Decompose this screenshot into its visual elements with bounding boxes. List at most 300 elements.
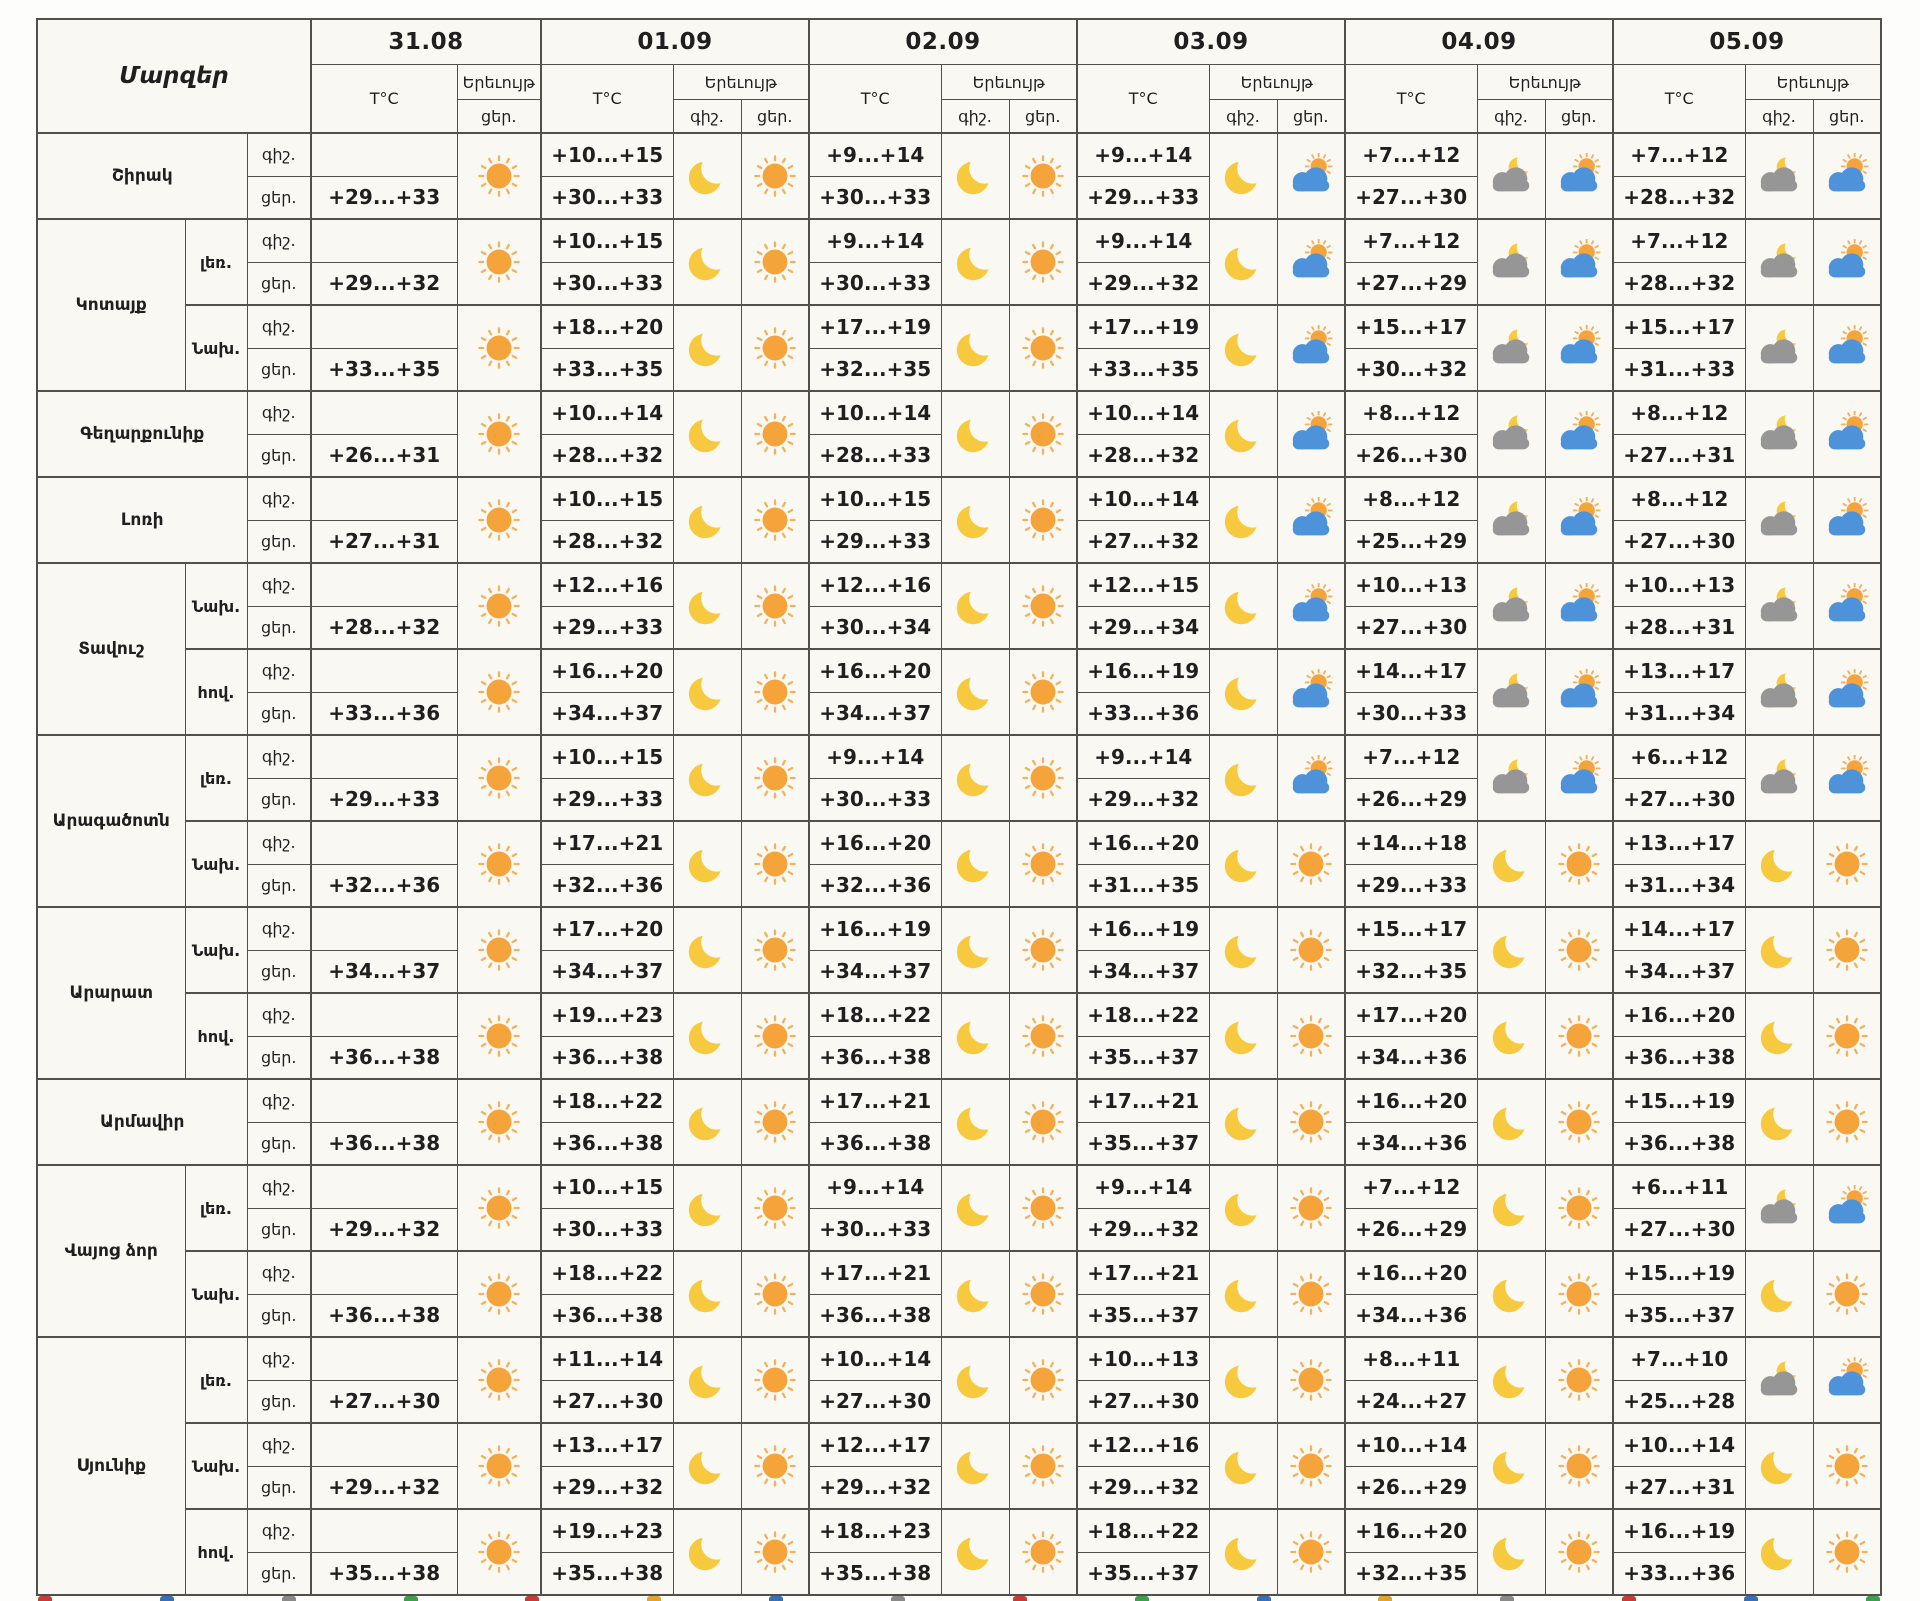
night-icon-cell: [673, 219, 741, 305]
day-subheader: ցեր.: [1813, 100, 1881, 134]
night-temp-cell: +8...+12: [1613, 477, 1745, 520]
night-temp-cell: +10...+14: [809, 391, 941, 434]
moon-icon: [1756, 1013, 1802, 1059]
night-temp-cell: +10...+15: [541, 477, 673, 520]
forecast-row: [37, 1509, 1881, 1552]
moon-behind-cloud-icon: [1484, 669, 1538, 715]
day-label: ցեր.: [247, 434, 311, 477]
forecast-row: [37, 1079, 1881, 1122]
night-temp-cell: +8...+12: [1613, 391, 1745, 434]
night-label: գիշ.: [247, 477, 311, 520]
moon-icon: [684, 1099, 730, 1145]
day-temp-cell: +30...+33: [809, 1208, 941, 1251]
day-icon-cell: [1009, 649, 1077, 735]
date-header: 05.09: [1613, 19, 1881, 65]
night-temp-cell: +10...+15: [541, 735, 673, 778]
day-temp-cell: +29...+33: [809, 520, 941, 563]
moon-icon: [1220, 239, 1266, 285]
weather-icon-cell: [457, 563, 541, 649]
moon-icon: [1756, 1529, 1802, 1575]
sun-icon: [476, 583, 522, 629]
night-temp-cell: +6...+12: [1613, 735, 1745, 778]
day-temp-cell: +25...+28: [1613, 1380, 1745, 1423]
day-label: ցեր.: [247, 1208, 311, 1251]
day-temp-cell: +32...+36: [311, 864, 457, 907]
day-temp-cell: +29...+32: [1077, 1466, 1209, 1509]
night-temp-cell: +13...+17: [1613, 649, 1745, 692]
sun-icon: [752, 1529, 798, 1575]
day-temp-cell: +33...+35: [541, 348, 673, 391]
day-icon-cell: [1813, 735, 1881, 821]
day-label: ցեր.: [247, 1466, 311, 1509]
night-temp-cell: +15...+17: [1345, 305, 1477, 348]
night-label: գիշ.: [247, 133, 311, 176]
forecast-row: [37, 391, 1881, 434]
sun-icon: [1824, 1443, 1870, 1489]
sun-icon: [476, 1099, 522, 1145]
night-temp-cell: +17...+19: [1077, 305, 1209, 348]
sun-icon: [752, 1099, 798, 1145]
night-temp-cell: +9...+14: [1077, 133, 1209, 176]
day-label: ցեր.: [247, 778, 311, 821]
night-label: գիշ.: [247, 1165, 311, 1208]
night-label: գիշ.: [247, 563, 311, 606]
night-icon-cell: [941, 133, 1009, 219]
moon-icon: [1488, 1271, 1534, 1317]
day-temp-cell: +27...+31: [1613, 1466, 1745, 1509]
forecast-row: [37, 563, 1881, 606]
day-icon-cell: [1545, 1509, 1613, 1595]
night-temp-cell: +8...+12: [1345, 477, 1477, 520]
day-temp-cell: +25...+29: [1345, 520, 1477, 563]
phenomenon-header: Երեւույթ: [1209, 65, 1345, 100]
moon-icon: [1220, 1529, 1266, 1575]
sun-behind-cloud-icon: [1820, 669, 1874, 715]
day-temp-cell: +29...+33: [311, 778, 457, 821]
area-label: Նախ.: [185, 907, 247, 993]
cropped-icon-fragment: [404, 1596, 418, 1601]
day-icon-cell: [1813, 1423, 1881, 1509]
day-temp-cell: +30...+34: [809, 606, 941, 649]
sun-icon: [1020, 239, 1066, 285]
night-icon-cell: [1209, 735, 1277, 821]
day-temp-cell: +29...+32: [541, 1466, 673, 1509]
region-name: Արմավիր: [37, 1079, 247, 1165]
day-icon-cell: [1277, 1079, 1345, 1165]
night-icon-cell: [1477, 1079, 1545, 1165]
night-temp-cell: +9...+14: [809, 219, 941, 262]
moon-icon: [1488, 1357, 1534, 1403]
sun-icon: [476, 1357, 522, 1403]
forecast-row: [37, 821, 1881, 864]
day-icon-cell: [741, 563, 809, 649]
date-header: 03.09: [1077, 19, 1345, 65]
cropped-next-row-strip: [38, 1595, 1880, 1601]
sun-icon: [752, 583, 798, 629]
forecast-row: [37, 735, 1881, 778]
day-temp-cell: +30...+33: [809, 176, 941, 219]
night-icon-cell: [941, 305, 1009, 391]
day-temp-cell: +34...+37: [809, 950, 941, 993]
day-label: ցեր.: [247, 1036, 311, 1079]
moon-icon: [684, 411, 730, 457]
sun-behind-cloud-icon: [1284, 239, 1338, 285]
day-subheader: ցեր.: [457, 100, 541, 134]
night-temp-cell: [311, 1079, 457, 1122]
area-label: Նախ.: [185, 305, 247, 391]
day-temp-cell: +35...+38: [809, 1552, 941, 1595]
day-label: ցեր.: [247, 520, 311, 563]
day-icon-cell: [1009, 1337, 1077, 1423]
night-temp-cell: +16...+20: [1345, 1251, 1477, 1294]
night-temp-cell: +9...+14: [1077, 735, 1209, 778]
moon-icon: [1488, 927, 1534, 973]
night-temp-cell: +7...+12: [1345, 1165, 1477, 1208]
night-icon-cell: [673, 735, 741, 821]
night-icon-cell: [1745, 1079, 1813, 1165]
night-temp-cell: +12...+16: [541, 563, 673, 606]
forecast-row: [37, 993, 1881, 1036]
day-icon-cell: [1545, 305, 1613, 391]
forecast-row: [37, 305, 1881, 348]
day-temp-cell: +34...+37: [311, 950, 457, 993]
moon-icon: [952, 1357, 998, 1403]
day-icon-cell: [1009, 907, 1077, 993]
region-name: Սյունիք: [37, 1337, 185, 1595]
day-icon-cell: [1545, 1423, 1613, 1509]
night-temp-cell: +16...+20: [1345, 1509, 1477, 1552]
day-temp-cell: +36...+38: [541, 1036, 673, 1079]
night-icon-cell: [1209, 391, 1277, 477]
night-icon-cell: [1477, 563, 1545, 649]
day-temp-cell: +30...+33: [541, 262, 673, 305]
night-icon-cell: [1477, 219, 1545, 305]
night-icon-cell: [941, 907, 1009, 993]
sun-icon: [752, 1185, 798, 1231]
sun-icon: [476, 1443, 522, 1489]
night-temp-cell: [311, 219, 457, 262]
cropped-icon-fragment: [1013, 1596, 1027, 1601]
day-temp-cell: +29...+33: [1077, 176, 1209, 219]
night-temp-cell: +13...+17: [541, 1423, 673, 1466]
day-icon-cell: [1277, 993, 1345, 1079]
day-temp-cell: +27...+30: [1613, 520, 1745, 563]
moon-icon: [952, 583, 998, 629]
moon-icon: [1488, 1185, 1534, 1231]
moon-icon: [684, 927, 730, 973]
moon-icon: [1488, 841, 1534, 887]
night-label: գիշ.: [247, 821, 311, 864]
sun-icon: [476, 927, 522, 973]
moon-behind-cloud-icon: [1484, 239, 1538, 285]
sun-icon: [752, 1443, 798, 1489]
phenomenon-header: Երեւույթ: [941, 65, 1077, 100]
night-icon-cell: [941, 1423, 1009, 1509]
sun-icon: [1556, 1529, 1602, 1575]
day-icon-cell: [741, 1079, 809, 1165]
regions-corner-header: Մարզեր: [37, 19, 311, 133]
day-icon-cell: [1009, 305, 1077, 391]
night-icon-cell: [1209, 993, 1277, 1079]
day-temp-cell: +33...+36: [1077, 692, 1209, 735]
day-icon-cell: [1277, 1251, 1345, 1337]
day-label: ցեր.: [247, 262, 311, 305]
sun-icon: [1824, 1271, 1870, 1317]
cropped-icon-fragment: [891, 1596, 905, 1601]
sun-icon: [752, 325, 798, 371]
moon-icon: [1220, 841, 1266, 887]
day-temp-cell: +26...+31: [311, 434, 457, 477]
day-temp-cell: +32...+36: [809, 864, 941, 907]
day-icon-cell: [1277, 649, 1345, 735]
night-temp-cell: +10...+15: [809, 477, 941, 520]
night-temp-cell: +10...+14: [1077, 477, 1209, 520]
day-temp-cell: +35...+37: [1077, 1294, 1209, 1337]
sun-behind-cloud-icon: [1552, 497, 1606, 543]
night-icon-cell: [673, 993, 741, 1079]
sun-behind-cloud-icon: [1552, 669, 1606, 715]
day-temp-cell: +30...+32: [1345, 348, 1477, 391]
sun-icon: [1556, 1271, 1602, 1317]
sun-behind-cloud-icon: [1284, 669, 1338, 715]
night-label: գիշ.: [247, 907, 311, 950]
day-label: ցեր.: [247, 348, 311, 391]
sun-icon: [1288, 1185, 1334, 1231]
night-icon-cell: [941, 1079, 1009, 1165]
night-temp-cell: +17...+21: [809, 1251, 941, 1294]
sun-behind-cloud-icon: [1552, 583, 1606, 629]
moon-icon: [952, 1271, 998, 1317]
day-icon-cell: [741, 907, 809, 993]
day-icon-cell: [741, 219, 809, 305]
night-icon-cell: [941, 219, 1009, 305]
weather-icon-cell: [457, 649, 541, 735]
moon-behind-cloud-icon: [1752, 755, 1806, 801]
day-temp-cell: +32...+36: [541, 864, 673, 907]
night-label: գիշ.: [247, 305, 311, 348]
sun-icon: [476, 1529, 522, 1575]
night-temp-cell: +9...+14: [1077, 219, 1209, 262]
moon-behind-cloud-icon: [1752, 583, 1806, 629]
night-temp-cell: [311, 391, 457, 434]
moon-icon: [1220, 497, 1266, 543]
sun-icon: [1288, 841, 1334, 887]
day-temp-cell: +35...+38: [541, 1552, 673, 1595]
night-icon-cell: [1745, 305, 1813, 391]
moon-icon: [952, 1529, 998, 1575]
cropped-icon-fragment: [1135, 1596, 1149, 1601]
night-icon-cell: [673, 305, 741, 391]
night-icon-cell: [1209, 477, 1277, 563]
day-temp-cell: +29...+32: [311, 1466, 457, 1509]
sun-behind-cloud-icon: [1820, 1185, 1874, 1231]
day-temp-cell: +27...+31: [1613, 434, 1745, 477]
day-icon-cell: [1813, 1079, 1881, 1165]
sun-icon: [752, 497, 798, 543]
moon-icon: [684, 841, 730, 887]
night-temp-cell: +18...+23: [809, 1509, 941, 1552]
cropped-icon-fragment: [1866, 1596, 1880, 1601]
day-temp-cell: +28...+32: [1077, 434, 1209, 477]
day-temp-cell: +26...+30: [1345, 434, 1477, 477]
weather-icon-cell: [457, 219, 541, 305]
sun-icon: [1288, 1099, 1334, 1145]
day-icon-cell: [1545, 907, 1613, 993]
day-temp-cell: +36...+38: [311, 1036, 457, 1079]
moon-icon: [952, 411, 998, 457]
sun-icon: [1020, 1185, 1066, 1231]
sun-icon: [1020, 669, 1066, 715]
sun-icon: [1020, 1099, 1066, 1145]
sun-icon: [752, 755, 798, 801]
cropped-icon-fragment: [647, 1596, 661, 1601]
night-icon-cell: [941, 1509, 1009, 1595]
day-icon-cell: [1813, 1165, 1881, 1251]
temperature-header: T°C: [541, 65, 673, 134]
moon-icon: [952, 669, 998, 715]
night-subheader: գիշ.: [1477, 100, 1545, 134]
sun-icon: [1020, 755, 1066, 801]
day-icon-cell: [1277, 1509, 1345, 1595]
day-temp-cell: +36...+38: [541, 1294, 673, 1337]
day-icon-cell: [1545, 1165, 1613, 1251]
day-temp-cell: +35...+37: [1077, 1122, 1209, 1165]
day-temp-cell: +27...+30: [1345, 606, 1477, 649]
night-icon-cell: [673, 1509, 741, 1595]
day-temp-cell: +36...+38: [1613, 1122, 1745, 1165]
night-temp-cell: +19...+23: [541, 993, 673, 1036]
night-icon-cell: [1209, 133, 1277, 219]
sun-icon: [1288, 1443, 1334, 1489]
night-temp-cell: +12...+17: [809, 1423, 941, 1466]
day-icon-cell: [741, 735, 809, 821]
sun-icon: [1288, 1271, 1334, 1317]
weather-icon-cell: [457, 993, 541, 1079]
night-icon-cell: [1209, 563, 1277, 649]
day-icon-cell: [1545, 1251, 1613, 1337]
sun-icon: [1020, 1357, 1066, 1403]
cropped-icon-fragment: [1622, 1596, 1636, 1601]
night-temp-cell: [311, 821, 457, 864]
temperature-header: T°C: [1077, 65, 1209, 134]
night-temp-cell: +16...+20: [1345, 1079, 1477, 1122]
day-temp-cell: +28...+32: [1613, 262, 1745, 305]
night-icon-cell: [1477, 735, 1545, 821]
day-label: ցեր.: [247, 176, 311, 219]
night-temp-cell: [311, 1509, 457, 1552]
night-temp-cell: +18...+22: [1077, 1509, 1209, 1552]
weather-icon-cell: [457, 1509, 541, 1595]
day-icon-cell: [1545, 563, 1613, 649]
sun-icon: [752, 927, 798, 973]
day-temp-cell: +33...+36: [1613, 1552, 1745, 1595]
night-icon-cell: [1745, 735, 1813, 821]
moon-icon: [1220, 927, 1266, 973]
day-temp-cell: +27...+30: [809, 1380, 941, 1423]
forecast-row: [37, 219, 1881, 262]
night-temp-cell: +9...+14: [809, 1165, 941, 1208]
night-temp-cell: [311, 305, 457, 348]
region-name: Տավուշ: [37, 563, 185, 735]
night-icon-cell: [673, 821, 741, 907]
region-name: Շիրակ: [37, 133, 247, 219]
moon-icon: [684, 1013, 730, 1059]
night-icon-cell: [941, 735, 1009, 821]
day-temp-cell: +33...+35: [311, 348, 457, 391]
day-temp-cell: +28...+31: [1613, 606, 1745, 649]
night-temp-cell: +19...+23: [541, 1509, 673, 1552]
moon-icon: [952, 1185, 998, 1231]
night-temp-cell: +16...+19: [1613, 1509, 1745, 1552]
sun-icon: [476, 239, 522, 285]
moon-behind-cloud-icon: [1752, 411, 1806, 457]
night-icon-cell: [673, 1165, 741, 1251]
day-temp-cell: +36...+38: [809, 1036, 941, 1079]
day-temp-cell: +31...+34: [1613, 864, 1745, 907]
day-icon-cell: [1813, 133, 1881, 219]
night-icon-cell: [1477, 649, 1545, 735]
night-temp-cell: +16...+20: [809, 821, 941, 864]
night-icon-cell: [1745, 993, 1813, 1079]
moon-icon: [1220, 1443, 1266, 1489]
day-icon-cell: [1813, 305, 1881, 391]
sun-behind-cloud-icon: [1552, 239, 1606, 285]
night-icon-cell: [1209, 821, 1277, 907]
day-icon-cell: [1545, 477, 1613, 563]
phenomenon-header: Երեւույթ: [1477, 65, 1613, 100]
sun-icon: [1556, 841, 1602, 887]
night-icon-cell: [1477, 821, 1545, 907]
day-temp-cell: +30...+33: [541, 176, 673, 219]
night-icon-cell: [673, 563, 741, 649]
night-icon-cell: [1209, 1165, 1277, 1251]
day-temp-cell: +28...+32: [1613, 176, 1745, 219]
sun-icon: [1020, 153, 1066, 199]
phenomenon-header: Երեւույթ: [457, 65, 541, 100]
sun-icon: [1556, 927, 1602, 973]
sun-icon: [476, 1185, 522, 1231]
night-icon-cell: [1477, 907, 1545, 993]
night-label: գիշ.: [247, 649, 311, 692]
moon-icon: [1488, 1013, 1534, 1059]
temperature-header: T°C: [809, 65, 941, 134]
weather-icon-cell: [457, 1337, 541, 1423]
night-temp-cell: +9...+14: [809, 735, 941, 778]
day-icon-cell: [1009, 993, 1077, 1079]
night-icon-cell: [941, 649, 1009, 735]
night-icon-cell: [1209, 1509, 1277, 1595]
night-icon-cell: [1209, 649, 1277, 735]
night-temp-cell: +18...+20: [541, 305, 673, 348]
night-temp-cell: +10...+14: [541, 391, 673, 434]
sun-icon: [1020, 1443, 1066, 1489]
day-temp-cell: +27...+32: [1077, 520, 1209, 563]
night-temp-cell: [311, 1337, 457, 1380]
day-icon-cell: [1009, 477, 1077, 563]
day-temp-cell: +36...+38: [1613, 1036, 1745, 1079]
cropped-icon-fragment: [282, 1596, 296, 1601]
moon-icon: [684, 153, 730, 199]
moon-icon: [952, 1099, 998, 1145]
sun-icon: [476, 497, 522, 543]
sun-behind-cloud-icon: [1820, 583, 1874, 629]
sun-icon: [1824, 1529, 1870, 1575]
day-icon-cell: [1009, 1165, 1077, 1251]
sun-behind-cloud-icon: [1284, 583, 1338, 629]
cropped-icon-fragment: [769, 1596, 783, 1601]
day-temp-cell: +31...+35: [1077, 864, 1209, 907]
day-temp-cell: +27...+30: [1613, 778, 1745, 821]
